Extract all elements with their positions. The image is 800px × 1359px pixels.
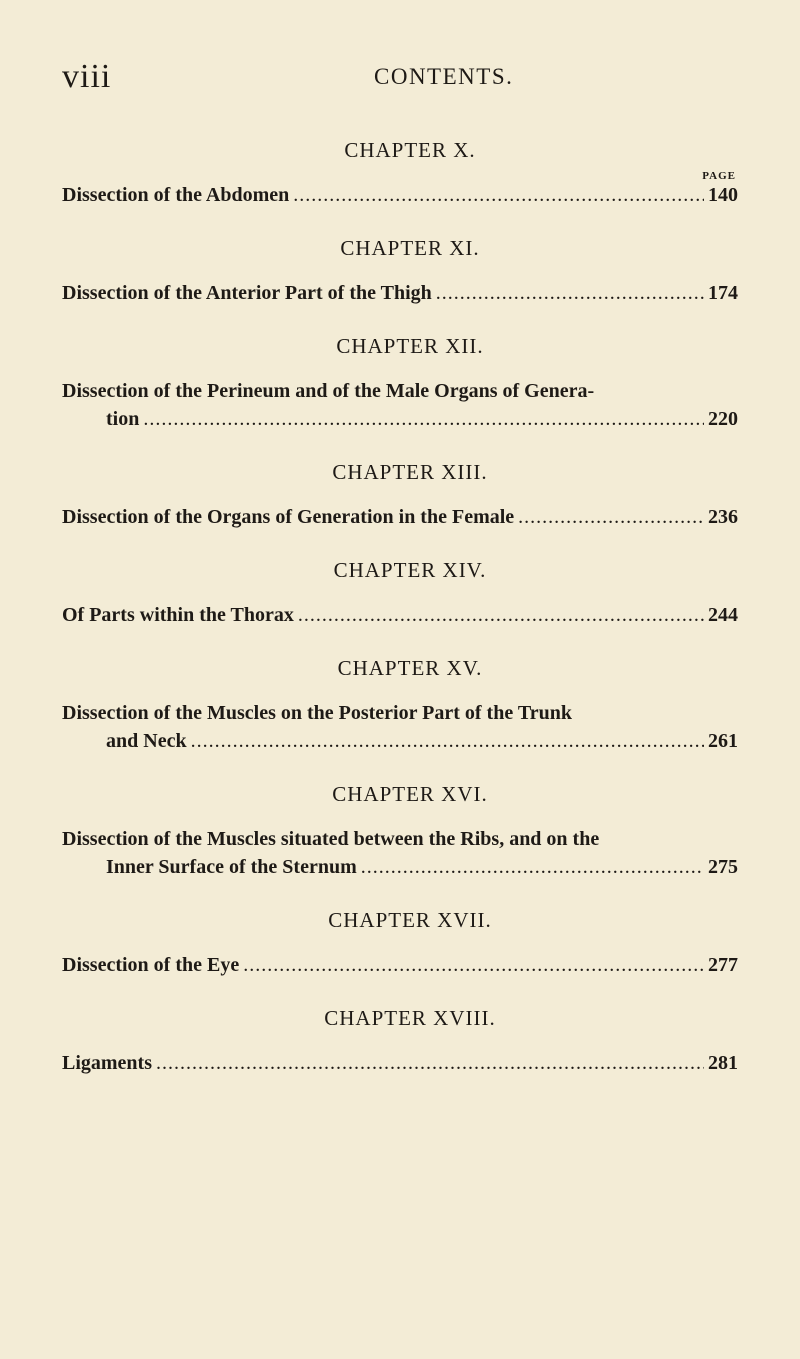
entry-title-line-2: tion xyxy=(106,408,140,430)
toc-entry[interactable] xyxy=(62,377,738,433)
toc-entry[interactable] xyxy=(62,279,738,307)
entry-title-line-1: Dissection of the Muscles situated between the Ribs, and on the xyxy=(62,828,600,850)
chapter-heading: CHAPTER XVIII. xyxy=(324,1006,496,1030)
entry-page-number: 244 xyxy=(708,604,738,626)
running-head: CONTENTS. xyxy=(374,64,514,89)
toc-entry[interactable] xyxy=(62,825,738,881)
chapter-xvii xyxy=(62,908,738,979)
page-number: viii xyxy=(62,58,112,95)
entry-page-number: 220 xyxy=(708,408,738,430)
chapter-x xyxy=(62,138,738,209)
entry-page-number: 140 xyxy=(708,184,738,206)
chapter-heading: CHAPTER XV. xyxy=(337,656,483,680)
table-of-contents xyxy=(62,138,738,1104)
dot-leader xyxy=(243,951,704,979)
chapter-xviii xyxy=(62,1006,738,1077)
toc-entry[interactable] xyxy=(62,503,738,531)
page-column-label: PAGE xyxy=(702,170,736,182)
entry-title-line-1: Dissection of the Muscles on the Posterior Part of the Trunk xyxy=(62,702,572,724)
entry-page-number: 236 xyxy=(708,506,738,528)
dot-leader xyxy=(298,601,704,629)
dot-leader xyxy=(518,503,704,531)
entry-page-number: 277 xyxy=(708,954,738,976)
entry-title-line-2: Inner Surface of the Sternum xyxy=(106,856,357,878)
chapter-heading: CHAPTER XVII. xyxy=(328,908,492,932)
chapter-heading: CHAPTER X. xyxy=(344,138,476,162)
entry-page-number: 281 xyxy=(708,1052,738,1074)
dot-leader xyxy=(361,853,704,881)
chapter-xiii xyxy=(62,460,738,531)
chapter-heading: CHAPTER XVI. xyxy=(332,782,488,806)
dot-leader xyxy=(143,405,704,433)
toc-entry[interactable] xyxy=(62,601,738,629)
entry-title-line-1: Dissection of the Perineum and of the Male Organs of Genera- xyxy=(62,380,595,402)
chapter-xii xyxy=(62,334,738,433)
chapter-xv xyxy=(62,656,738,755)
chapter-xvi xyxy=(62,782,738,881)
entry-title: Ligaments xyxy=(62,1052,152,1074)
chapter-heading: CHAPTER XI. xyxy=(340,236,480,260)
toc-entry[interactable] xyxy=(62,951,738,979)
entry-title: Dissection of the Eye xyxy=(62,954,240,976)
page-header xyxy=(62,58,738,98)
entry-page-number: 174 xyxy=(708,282,738,304)
toc-entry[interactable] xyxy=(62,181,738,209)
entry-title: Of Parts within the Thorax xyxy=(62,604,294,626)
entry-title: Dissection of the Abdomen xyxy=(62,184,290,206)
dot-leader xyxy=(156,1049,704,1077)
entry-title-line-2: and Neck xyxy=(106,730,187,752)
entry-page-number: 261 xyxy=(708,730,738,752)
entry-title: Dissection of the Organs of Generation in the Female xyxy=(62,506,515,528)
dot-leader xyxy=(191,727,704,755)
entry-title: Dissection of the Anterior Part of the Thigh xyxy=(62,282,432,304)
chapter-xi xyxy=(62,236,738,307)
entry-page-number: 275 xyxy=(708,856,738,878)
toc-entry[interactable] xyxy=(62,699,738,755)
chapter-heading: CHAPTER XIII. xyxy=(332,460,488,484)
dot-leader xyxy=(436,279,704,307)
chapter-xiv xyxy=(62,558,738,629)
chapter-heading: CHAPTER XIV. xyxy=(333,558,487,582)
toc-entry[interactable] xyxy=(62,1049,738,1077)
dot-leader xyxy=(293,181,704,209)
chapter-heading: CHAPTER XII. xyxy=(336,334,484,358)
